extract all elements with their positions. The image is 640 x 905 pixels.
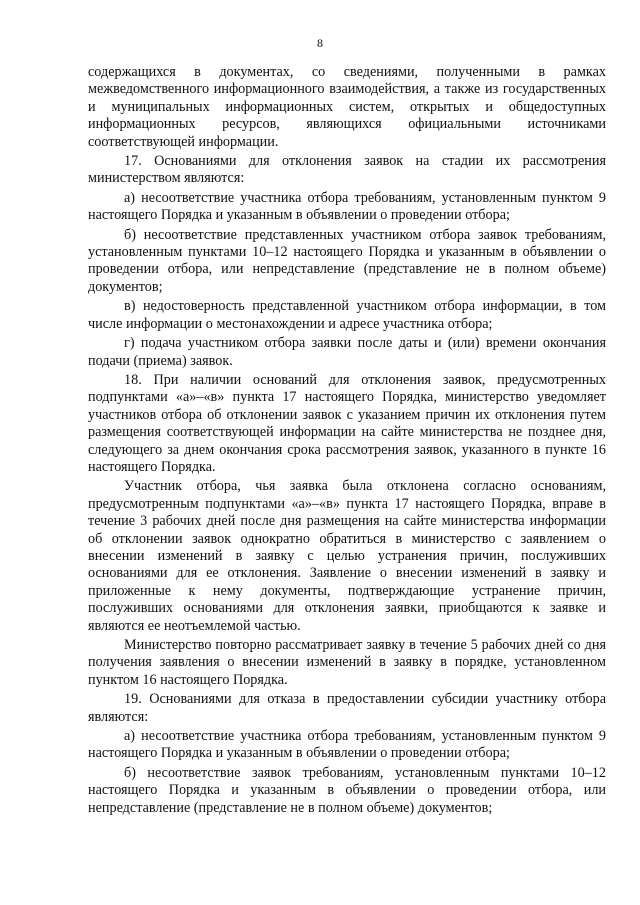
paragraph-continuation: содержащихся в документах, со сведениями, полученными в рамках межведомственного информационного взаимодействия, а также из государственных и муниципальных информационных систем, открытых и общедоступных информационных ресурсов, являющихся официальными источниками соответствующей информации. [88, 64, 606, 150]
paragraph-clause-17-v: в) недостоверность представленной участником отбора информации, в том числе информации о местонахождении и адресе участника отбора; [88, 298, 606, 332]
paragraph-clause-17-b: б) несоответствие представленных участником отбора заявок требованиям, установленным пунктами 10–12 настоящего Порядка и указанным в объявлении о проведении отбора, или непредставление (представление не в полном объеме) документов; [88, 226, 606, 295]
paragraph-clause-18-ministry: Министерство повторно рассматривает заявку в течение 5 рабочих дней со дня получения заявления о внесении изменений в заявку в порядке, установленном пунктом 16 настоящего Порядка. [88, 637, 606, 688]
paragraph-clause-17-a: а) несоответствие участника отбора требованиям, установленным пунктом 9 настоящего Порядка и указанным в объявлении о проведении отбора; [88, 189, 606, 224]
paragraph-clause-19: 19. Основаниями для отказа в предоставлении субсидии участнику отбора являются: [88, 691, 606, 725]
paragraph-clause-17-g: г) подача участником отбора заявки после даты и (или) времени окончания подачи (приема) заявок. [88, 335, 606, 369]
paragraph-clause-19-b: б) несоответствие заявок требованиям, установленным пунктами 10–12 настоящего Порядка и указанным в объявлении о проведении отбора, или непредставление (представление не в полном объеме) документов; [88, 764, 606, 816]
paragraph-clause-18: 18. При наличии оснований для отклонения заявок, предусмотренных подпунктами «а»–«в» пункта 17 настоящего Порядка, министерство уведомляет участников отбора об отклонении заявок с указанием причин их отклонения путем размещения соответствующей информации на сайте министерства не позднее дня, следующего за днем окончания срока рассмотрения заявок, указанного в пункте 16 настоящего Порядка. [88, 371, 606, 475]
document-body [88, 64, 606, 819]
paragraph-clause-19-a: а) несоответствие участника отбора требованиям, установленным пунктом 9 настоящего Порядка и указанным в объявлении о проведении отбора; [88, 728, 606, 762]
paragraph-clause-18-participant: Участник отбора, чья заявка была отклонена согласно основаниям, предусмотренным подпунктами «а»–«в» пункта 17 настоящего Порядка, вправе в течение 3 рабочих дней после дня размещения на сайте министерства информации об отклонении заявок однократно обратиться в министерство с заявлением о внесении изменений в заявку с целью устранения причин, послуживших основаниями для ее отклонения. Заявление о внесении изменений в заявку и приложенные к нему документы, подтверждающие устранение причин, послуживших основаниями для отклонения заявки, приобщаются к заявке и являются ее неотъемлемой частью. [88, 478, 606, 634]
page-number: 8 [317, 36, 323, 50]
paragraph-clause-17: 17. Основаниями для отклонения заявок на стадии их рассмотрения министерством являются: [88, 153, 606, 187]
